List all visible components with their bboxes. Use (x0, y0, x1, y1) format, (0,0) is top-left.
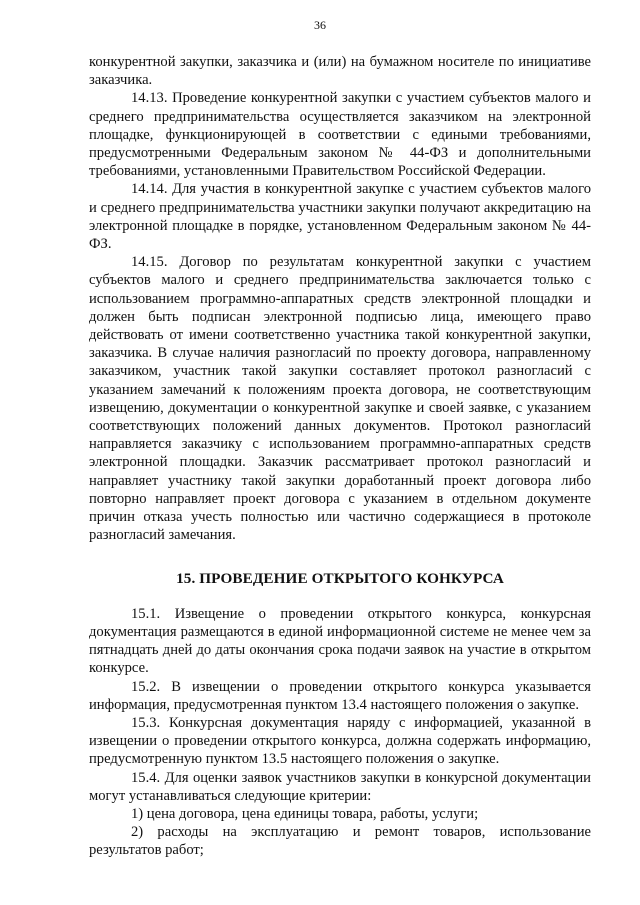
paragraph-14-13: 14.13. Проведение конкурентной закупки с участием субъектов малого и среднего предпринимательства осуществляется заказчиком на электронной площадке, функционирующей в соответствии с едиными требованиями, предусмотренными Федеральным законом № 44-ФЗ и дополнительными требованиями, установленными Правительством Российской Федерации. (89, 90, 591, 180)
paragraph-14-14: 14.14. Для участия в конкурентной закупке с участием субъектов малого и среднего предпринимательства участники закупки получают аккредитацию на электронной площадке в порядке, установленном Федеральным законом № 44-ФЗ. (89, 181, 591, 253)
page-number: 36 (314, 18, 326, 32)
paragraph-14-15: 14.15. Договор по результатам конкурентной закупки с участием субъектов малого и среднего предпринимательства заключается только с использованием программно-аппаратных средств электронной площадки и должен быть подписан электронной подписью лица, имеющего право действовать от имени соответственно участника такой конкурентной закупки, заказчика. В случае наличия разногласий по проекту договора, направленному заказчиком, участник такой закупки составляет протокол разногласий с указанием замечаний к положениям проекта договора, не соответствующим извещению, документации о конкурентной закупке и своей заявке, с указанием соответствующих положений данных документов. Протокол разногласий направляется заказчику с использованием программно-аппаратных средств электронной площадки. Заказчик рассматривает протокол разногласий и направляет участнику такой закупки доработанный проект договора либо повторно направляет проект договора с указанием в отдельном документе причин отказа учесть полностью или частично содержащиеся в протоколе разногласий замечания. (89, 254, 591, 544)
list-item-1: 1) цена договора, цена единицы товара, работы, услуги; (131, 805, 479, 822)
paragraph-15-2: 15.2. В извещении о проведении открытого конкурса указывается информация, предусмотренная пунктом 13.4 настоящего положения о закупке. (89, 678, 591, 713)
paragraph-15-1: 15.1. Извещение о проведении открытого конкурса, конкурсная документация размещаются в единой информационной системе не менее чем за пятнадцать дней до даты окончания срока подачи заявок на участие в открытом конкурсе. (89, 605, 591, 677)
paragraph-continuation: конкурентной закупки, заказчика и (или) на бумажном носителе по инициативе заказчика. (89, 54, 591, 89)
paragraph-15-3: 15.3. Конкурсная документация наряду с информацией, указанной в извещении о проведении открытого конкурса, должна содержать информацию, предусмотренную пунктом 13.5 настоящего положения о закупке. (89, 714, 591, 768)
paragraph-15-4: 15.4. Для оценки заявок участников закупки в конкурсной документации могут устанавливаться следующие критерии: (89, 769, 591, 804)
list-item-2: 2) расходы на эксплуатацию и ремонт товаров, использование результатов работ; (89, 824, 591, 859)
document-body (89, 53, 591, 860)
section-heading: 15. ПРОВЕДЕНИЕ ОТКРЫТОГО КОНКУРСА (176, 570, 504, 588)
